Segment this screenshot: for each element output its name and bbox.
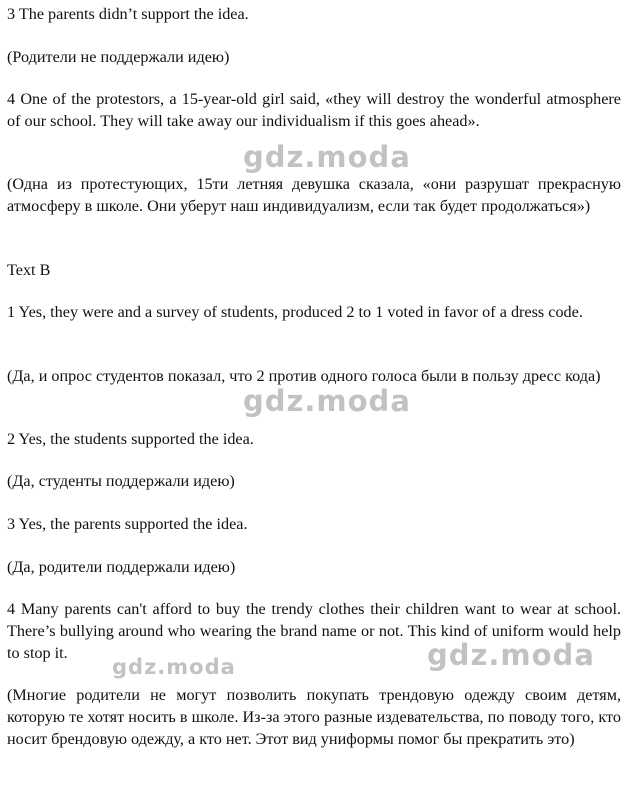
text-b-answer-4-english: 4 Many parents can't afford to buy the trendy clothes their children want to wear at school. There’s bullying around who wearing the brand name or not. This kind of uniform would help to stop it. bbox=[7, 600, 621, 662]
watermark-logo: gdz.moda bbox=[112, 655, 236, 679]
watermark-logo: gdz.moda bbox=[243, 140, 411, 174]
watermark-logo: gdz.moda bbox=[243, 384, 411, 418]
text-b-answer-2-russian: (Да, студенты поддержали идею) bbox=[7, 472, 235, 490]
answer-3-russian: (Родители не поддержали идею) bbox=[7, 48, 230, 66]
text-b-answer-1-russian: (Да, и опрос студентов показал, что 2 против одного голоса были в пользу дресс кода) bbox=[7, 367, 601, 385]
text-b-answer-2-english: 2 Yes, the students supported the idea. bbox=[7, 430, 254, 448]
answer-4-english: 4 One of the protestors, a 15-year-old girl said, «they will destroy the wonderful atmosphere of our school. They will take away our individualism if this goes ahead». bbox=[7, 90, 621, 130]
text-b-answer-4-russian: (Многие родители не могут позволить покупать трендовую одежду своим детям, которую те хотят носить в школе. Из-за этого разные издевательства, по поводу того, кто носит брендовую одежду, а кто нет. Этот вид униформы помог бы прекратить это) bbox=[7, 686, 621, 748]
watermark-logo: gdz.moda bbox=[427, 638, 595, 672]
answer-4-russian: (Одна из протестующих, 15ти летняя девушка сказала, «они разрушат прекрасную атмосферу в школе. Они уберут наш индивидуализм, если так будет продолжаться») bbox=[7, 175, 621, 215]
text-b-answer-3-english: 3 Yes, the parents supported the idea. bbox=[7, 515, 248, 533]
text-b-answer-3-russian: (Да, родители поддержали идею) bbox=[7, 558, 236, 576]
text-b-answer-1-english: 1 Yes, they were and a survey of students, produced 2 to 1 voted in favor of a dress code. bbox=[7, 303, 583, 321]
answer-3-english: 3 The parents didn’t support the idea. bbox=[7, 5, 249, 23]
text-b-heading: Text B bbox=[7, 261, 51, 279]
